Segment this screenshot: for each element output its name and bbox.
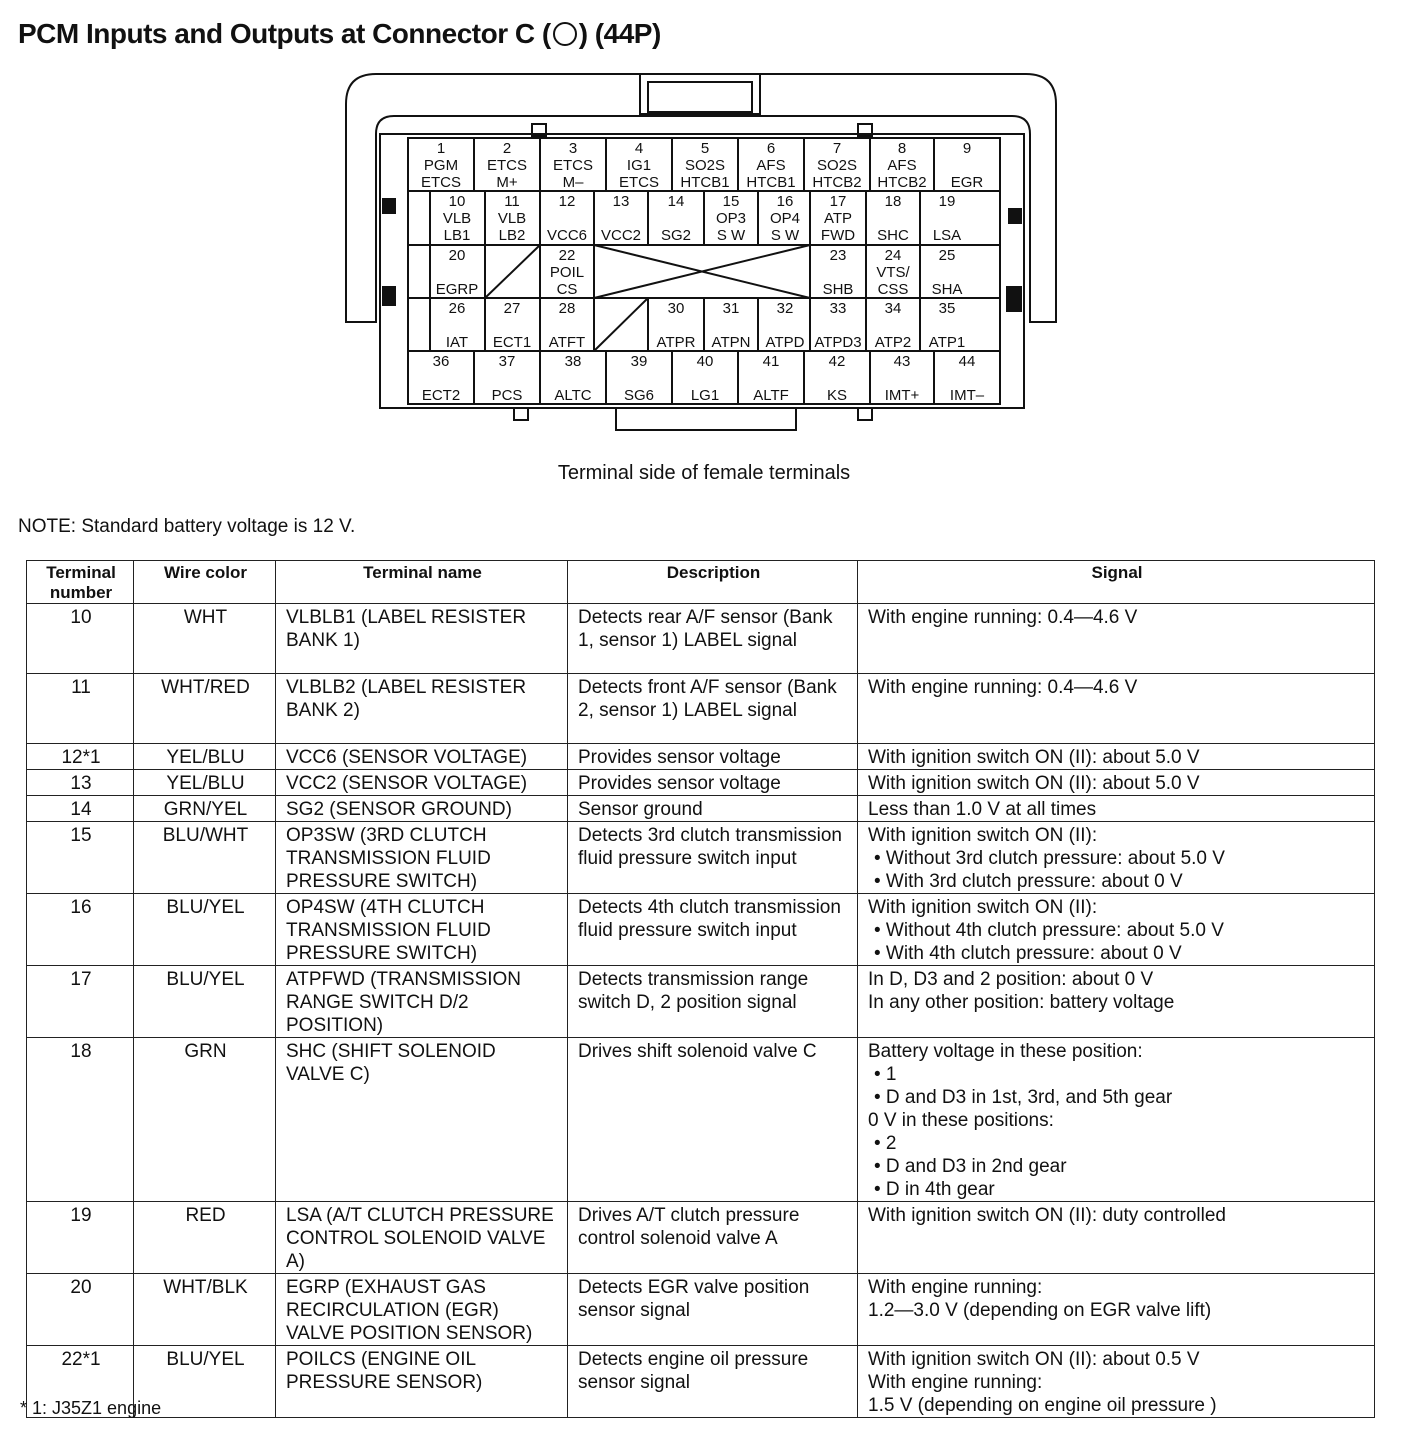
terminal-label: POIL [549,264,585,281]
cell-terminal-name: EGRP (EXHAUST GAS RECIRCULATION (EGR) VALVE POSITION SENSOR) [276,1274,568,1346]
cell-terminal-number: 17 [27,966,134,1038]
terminal-label: VTS/ [876,264,910,281]
terminal-label: LB2 [498,227,526,244]
terminal-label: PCS [491,387,523,404]
terminal-number: 40 [696,353,714,370]
terminal-label: ALTC [554,387,592,404]
terminal-label: IMT+ [884,387,920,404]
cell-wire-color: YEL/BLU [134,770,276,796]
cell-description: Detects front A/F sensor (Bank 2, sensor 1) LABEL signal [568,674,858,744]
cell-description: Detects engine oil pressure sensor signal [568,1346,858,1418]
cell-signal [858,894,1375,966]
terminal-number: 41 [762,353,780,370]
terminal-number: 3 [568,140,578,157]
table-row [27,966,1375,1038]
terminal-label: SHA [931,281,963,298]
cell-terminal-number: 15 [27,822,134,894]
cell-terminal-number: 11 [27,674,134,744]
terminal-label: LSA [932,227,962,244]
terminal-number: 18 [884,193,902,210]
terminal-label: CS [556,281,578,298]
terminal-label: ECT2 [421,387,461,404]
circle-symbol-icon [553,22,577,46]
cell-wire-color: BLU/YEL [134,894,276,966]
battery-note: NOTE: Standard battery voltage is 12 V. [18,516,356,537]
terminal-number: 37 [498,353,516,370]
signal-line: With engine running: [868,1277,1043,1298]
terminal-label: CSS [877,281,909,298]
terminal-number: 16 [776,193,794,210]
table-row [27,674,1375,744]
signal-line: • Without 3rd clutch pressure: about 5.0 V [874,848,1225,869]
terminal-number: 4 [634,140,644,157]
terminal-label: SO2S [816,157,858,174]
cell-terminal-name: VCC2 (SENSOR VOLTAGE) [276,770,568,796]
terminal-number: 32 [776,300,794,317]
cell-signal [858,1346,1375,1418]
signal-line: • Without 4th clutch pressure: about 5.0 V [874,920,1224,941]
terminal-label: ECT1 [492,334,532,351]
terminal-label: ATPD3 [814,334,862,351]
lock-clip-left-top-icon [382,198,396,214]
signal-line: With engine running: 0.4—4.6 V [868,677,1138,698]
terminal-label: M+ [496,174,518,191]
terminal-number: 35 [938,300,956,317]
signal-line: • With 3rd clutch pressure: about 0 V [874,871,1183,892]
table-row [27,894,1375,966]
cell-terminal-name: SHC (SHIFT SOLENOID VALVE C) [276,1038,568,1202]
cell-wire-color: BLU/YEL [134,1346,276,1418]
terminal-label: SG6 [623,387,655,404]
cell-terminal-number: 20 [27,1274,134,1346]
terminal-label: HTCB2 [812,174,862,191]
terminal-number: 23 [829,247,847,264]
lock-clip-right-top-icon [1008,208,1022,224]
terminal-label: ATPD [765,334,805,351]
connector-diagram [330,64,1070,436]
lock-clip-right-bottom-icon [1006,286,1022,312]
cell-terminal-name: LSA (A/T CLUTCH PRESSURE CONTROL SOLENOID VALVE A) [276,1202,568,1274]
cell-wire-color: WHT/RED [134,674,276,744]
terminal-number: 25 [938,247,956,264]
terminal-label: KS [826,387,848,404]
terminal-number: 44 [958,353,976,370]
terminal-number: 24 [884,247,902,264]
terminal-number: 31 [722,300,740,317]
terminal-number: 10 [448,193,466,210]
terminal-number: 12 [558,193,576,210]
page-title [18,18,661,50]
cell-terminal-name: VLBLB2 (LABEL RESISTER BANK 2) [276,674,568,744]
terminal-label: FWD [820,227,856,244]
signal-line: • D in 4th gear [874,1179,995,1200]
terminal-label: ETCS [618,174,660,191]
terminal-label: VLB [497,210,527,227]
signal-line: • D and D3 in 1st, 3rd, and 5th gear [874,1087,1173,1108]
terminal-label: M– [562,174,584,191]
terminal-label: S W [716,227,746,244]
terminal-label: HTCB1 [680,174,730,191]
terminal-label: IAT [445,334,469,351]
signal-line: With ignition switch ON (II): about 5.0 V [868,747,1200,768]
header-signal: Signal [858,561,1375,604]
cell-description: Detects rear A/F sensor (Bank 1, sensor 1) LABEL signal [568,604,858,674]
terminal-number: 42 [828,353,846,370]
cell-terminal-number: 10 [27,604,134,674]
signal-line: 1.2—3.0 V (depending on EGR valve lift) [868,1300,1212,1321]
terminal-number: 30 [667,300,685,317]
terminal-number: 22 [558,247,576,264]
terminal-number: 19 [938,193,956,210]
cell-signal [858,674,1375,744]
signal-line: With ignition switch ON (II): [868,825,1098,846]
terminal-label: VLB [442,210,472,227]
terminal-label: AFS [887,157,917,174]
terminal-label: OP3 [715,210,747,227]
terminal-number: 5 [700,140,710,157]
cell-signal [858,604,1375,674]
cell-signal [858,770,1375,796]
cell-wire-color: WHT [134,604,276,674]
terminal-number: 27 [503,300,521,317]
table-row [27,744,1375,770]
cell-terminal-name: POILCS (ENGINE OIL PRESSURE SENSOR) [276,1346,568,1418]
cell-terminal-name: OP3SW (3RD CLUTCH TRANSMISSION FLUID PRESSURE SWITCH) [276,822,568,894]
cell-wire-color: GRN/YEL [134,796,276,822]
terminal-number: 11 [504,193,520,210]
terminal-number: 7 [832,140,842,157]
terminal-label: IMT– [949,387,985,404]
lock-clip-left-bottom-icon [382,286,396,306]
header-wire-color: Wire color [134,561,276,604]
cell-signal [858,1274,1375,1346]
terminal-label: SHC [877,227,909,244]
cell-terminal-number: 16 [27,894,134,966]
cell-wire-color: BLU/YEL [134,966,276,1038]
terminal-label: ETCS [486,157,528,174]
terminal-label: PGM [423,157,459,174]
terminal-number: 1 [436,140,446,157]
terminal-number: 43 [893,353,911,370]
signal-line: 0 V in these positions: [868,1110,1054,1131]
terminal-number: 13 [612,193,630,210]
terminal-label: ATP [823,210,853,227]
signal-line: With ignition switch ON (II): duty controlled [868,1205,1226,1226]
table-header-row [27,561,1375,604]
terminal-label: S W [770,227,800,244]
cell-terminal-name: VLBLB1 (LABEL RESISTER BANK 1) [276,604,568,674]
cell-terminal-number: 18 [27,1038,134,1202]
cell-terminal-number: 19 [27,1202,134,1274]
cell-terminal-number: 13 [27,770,134,796]
terminal-number: 26 [448,300,466,317]
cell-terminal-name: ATPFWD (TRANSMISSION RANGE SWITCH D/2 POSITION) [276,966,568,1038]
signal-line: In any other position: battery voltage [868,992,1175,1013]
table-row [27,770,1375,796]
table-row [27,604,1375,674]
terminal-label: AFS [756,157,786,174]
terminal-label: VCC2 [600,227,642,244]
terminal-label: ATFT [548,334,586,351]
signal-line: • 1 [874,1064,897,1085]
title-suffix: ) (44P) [578,18,661,49]
cell-description: Detects 4th clutch transmission fluid pressure switch input [568,894,858,966]
terminal-number: 20 [448,247,466,264]
cell-wire-color: RED [134,1202,276,1274]
table-row [27,796,1375,822]
signal-line: • D and D3 in 2nd gear [874,1156,1067,1177]
cell-description: Sensor ground [568,796,858,822]
signal-line: Battery voltage in these position: [868,1041,1143,1062]
signal-line: • With 4th clutch pressure: about 0 V [874,943,1182,964]
table-row [27,822,1375,894]
terminal-label: EGR [950,174,984,191]
terminal-label: ALTF [753,387,789,404]
terminal-label: IG1 [626,157,652,174]
terminal-number: 2 [502,140,512,157]
terminal-label: ETCS [552,157,594,174]
terminal-number: 28 [558,300,576,317]
cell-terminal-number: 12*1 [27,744,134,770]
cell-terminal-name: SG2 (SENSOR GROUND) [276,796,568,822]
table-row [27,1346,1375,1418]
cell-description: Drives A/T clutch pressure control solenoid valve A [568,1202,858,1274]
signal-line: With ignition switch ON (II): about 0.5 V [868,1349,1200,1370]
cell-terminal-number: 22*1 [27,1346,134,1418]
signal-line: With ignition switch ON (II): [868,897,1098,918]
terminal-label: LG1 [690,387,720,404]
cell-signal [858,966,1375,1038]
terminal-label: HTCB2 [877,174,927,191]
cell-signal [858,1202,1375,1274]
header-terminal-name: Terminal name [276,561,568,604]
terminal-number: 34 [884,300,902,317]
terminal-number: 15 [722,193,740,210]
connector-caption: Terminal side of female terminals [557,462,851,484]
cell-terminal-number: 14 [27,796,134,822]
cell-description: Provides sensor voltage [568,744,858,770]
terminal-label: SO2S [684,157,726,174]
cell-terminal-name: VCC6 (SENSOR VOLTAGE) [276,744,568,770]
cell-terminal-name: OP4SW (4TH CLUTCH TRANSMISSION FLUID PRESSURE SWITCH) [276,894,568,966]
terminal-label: LB1 [443,227,471,244]
cell-description: Detects EGR valve position sensor signal [568,1274,858,1346]
terminal-label: VCC6 [546,227,588,244]
cell-description: Detects 3rd clutch transmission fluid pressure switch input [568,822,858,894]
table-row [27,1202,1375,1274]
signal-line: With ignition switch ON (II): about 5.0 V [868,773,1200,794]
terminal-label: SHB [822,281,854,298]
terminal-number: 6 [766,140,776,157]
terminal-label: HTCB1 [746,174,796,191]
cell-description: Detects transmission range switch D, 2 position signal [568,966,858,1038]
signal-line: With engine running: [868,1372,1043,1393]
cell-signal [858,796,1375,822]
terminal-number: 36 [432,353,450,370]
cell-signal [858,744,1375,770]
terminal-label: ETCS [420,174,462,191]
signal-line: With engine running: 0.4—4.6 V [868,607,1138,628]
header-terminal-number: Terminal number [27,561,134,604]
terminal-number: 8 [897,140,907,157]
cell-signal [858,822,1375,894]
footnote: * 1: J35Z1 engine [20,1398,162,1418]
terminal-number: 17 [829,193,847,210]
signal-line: Less than 1.0 V at all times [868,799,1097,820]
header-description: Description [568,561,858,604]
cell-wire-color: WHT/BLK [134,1274,276,1346]
terminal-number: 9 [962,140,972,157]
cell-wire-color: YEL/BLU [134,744,276,770]
terminal-number: 39 [630,353,648,370]
signal-line: 1.5 V (depending on engine oil pressure ) [868,1395,1217,1416]
terminal-label: ATPR [656,334,696,351]
cell-signal [858,1038,1375,1202]
terminal-number: 14 [667,193,685,210]
terminal-number: 38 [564,353,582,370]
cell-wire-color: GRN [134,1038,276,1202]
cell-description: Drives shift solenoid valve C [568,1038,858,1202]
table-row [27,1274,1375,1346]
cell-wire-color: BLU/WHT [134,822,276,894]
signal-line: • 2 [874,1133,897,1154]
title-prefix: PCM Inputs and Outputs at Connector C ( [18,18,551,49]
terminal-label: OP4 [769,210,801,227]
pcm-terminal-table [26,560,1375,1418]
terminal-label: EGRP [435,281,479,298]
terminal-label: ATPN [711,334,751,351]
terminal-label: ATP2 [874,334,912,351]
signal-line: In D, D3 and 2 position: about 0 V [868,969,1154,990]
table-row [27,1038,1375,1202]
terminal-label: ATP1 [928,334,966,351]
terminal-number: 33 [829,300,847,317]
cell-description: Provides sensor voltage [568,770,858,796]
terminal-label: SG2 [660,227,692,244]
